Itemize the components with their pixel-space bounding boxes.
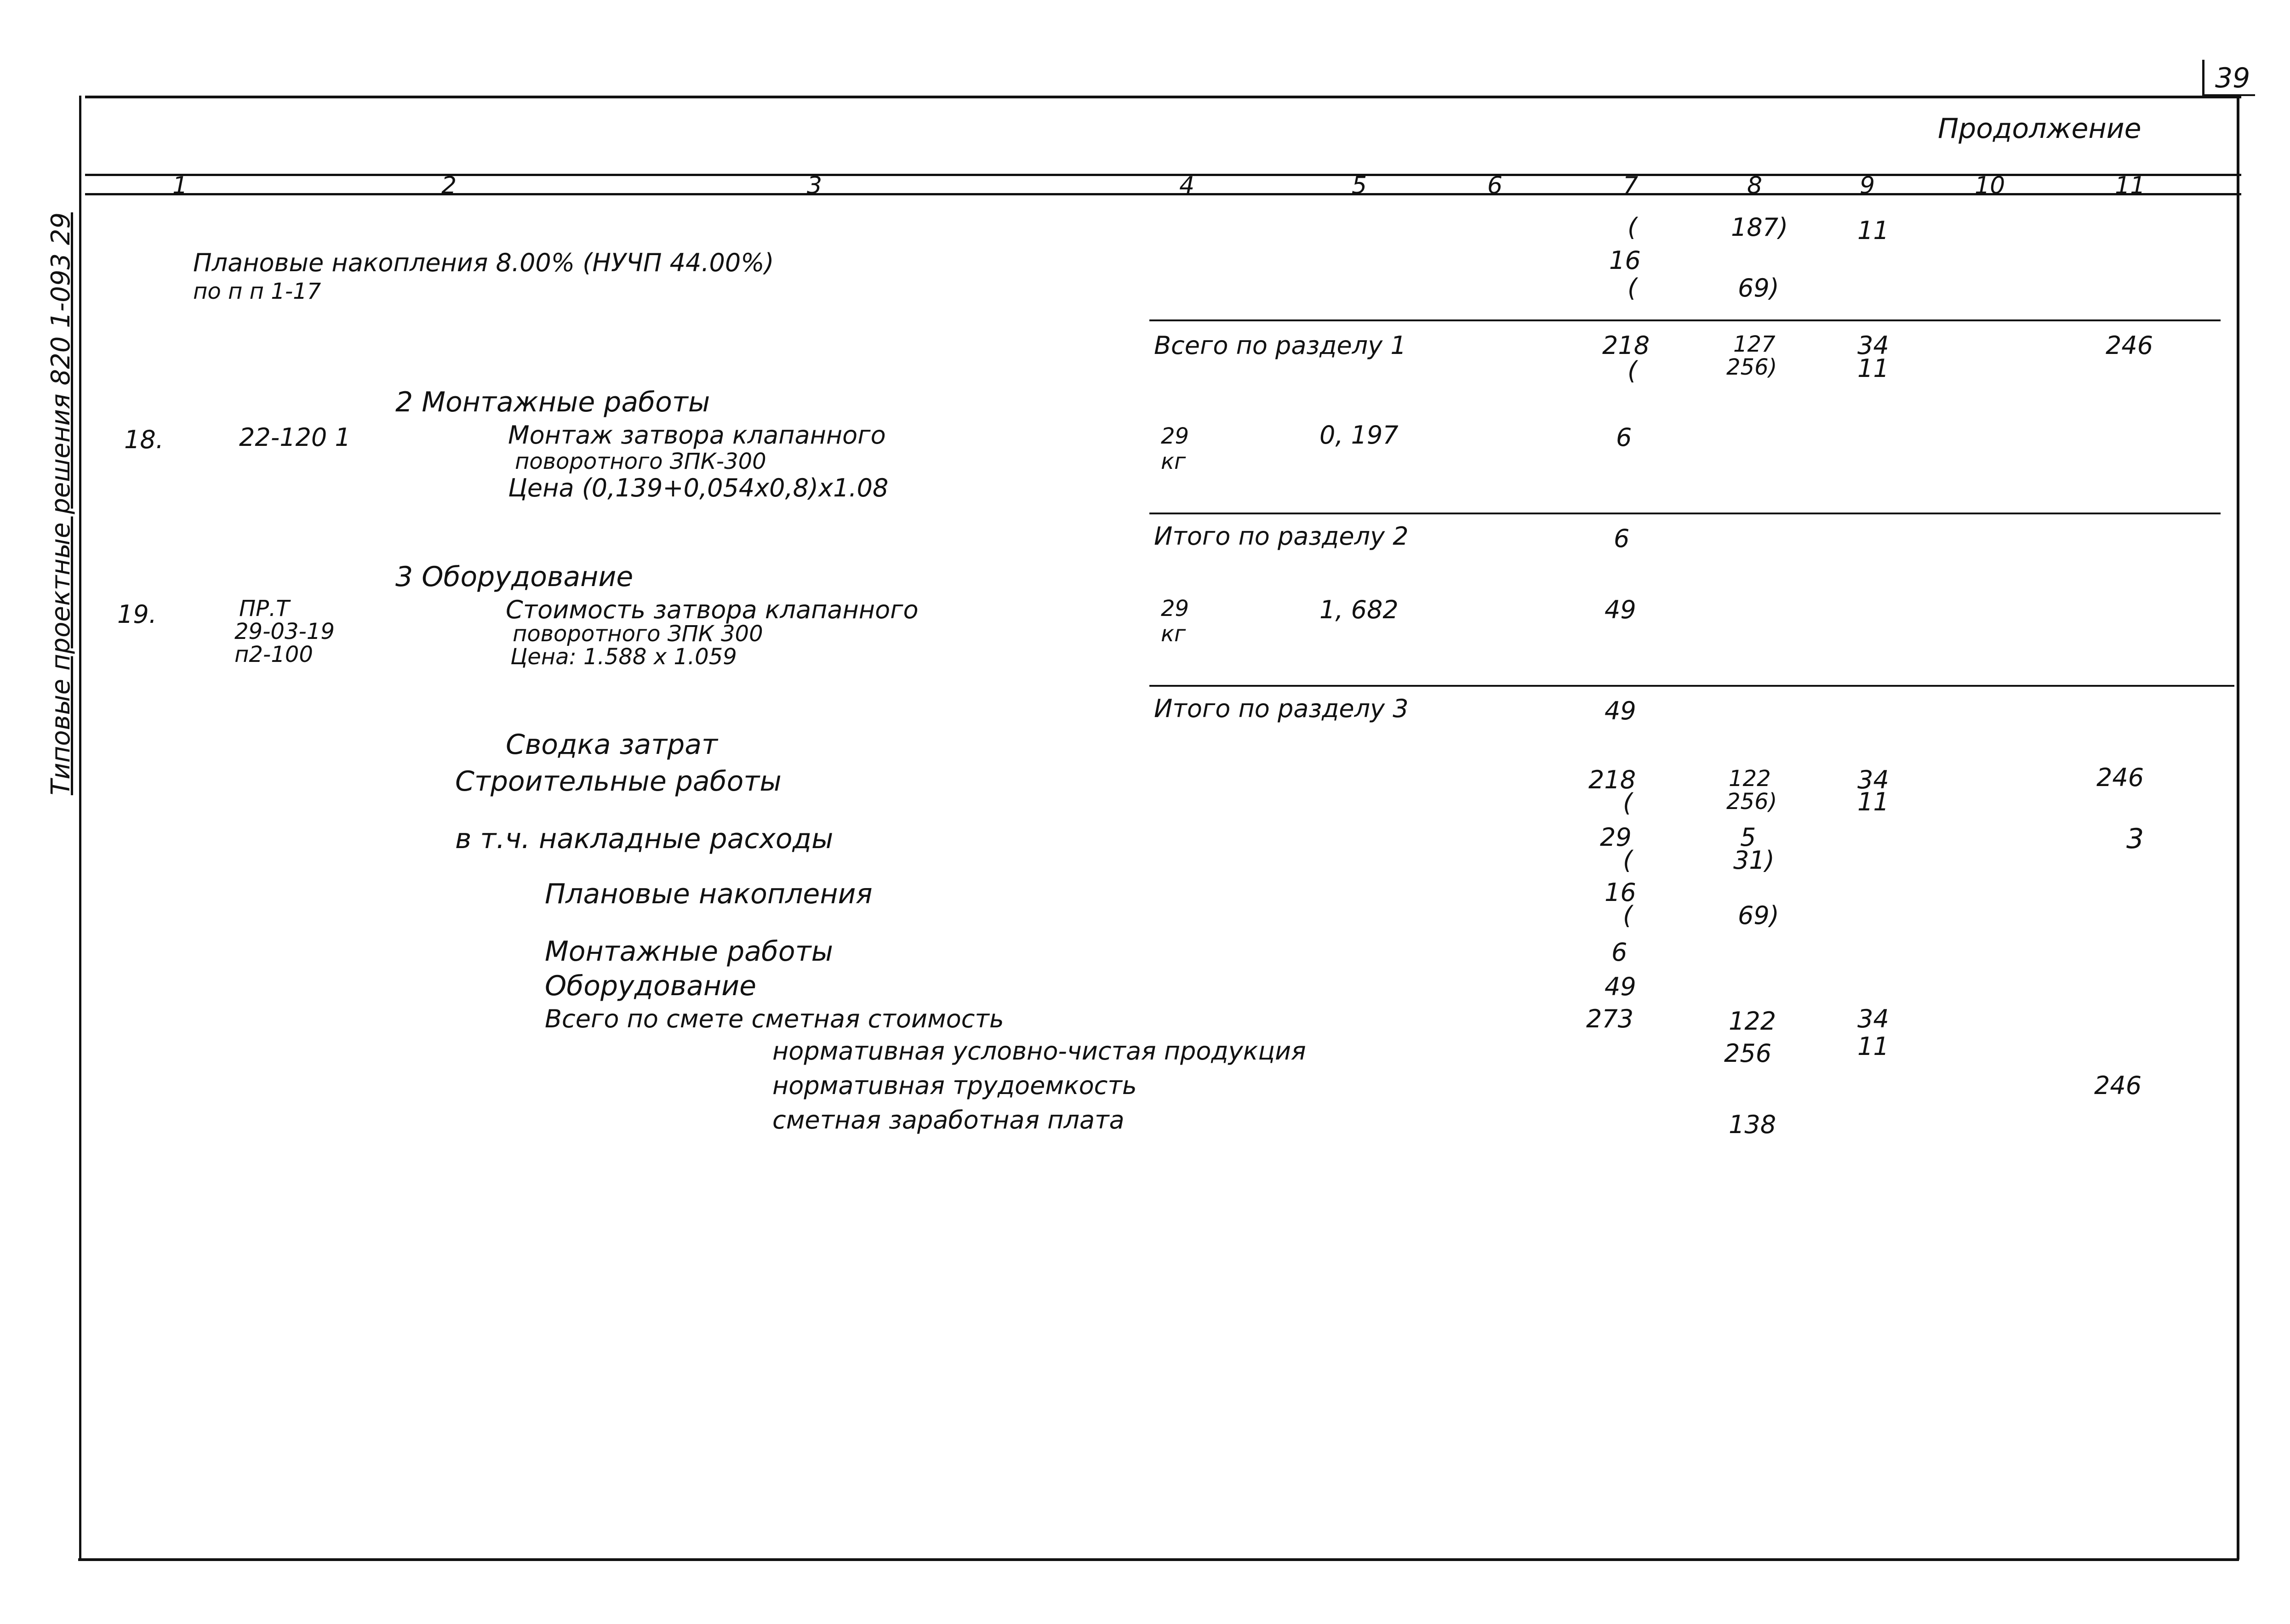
- total3-c7: 49: [1605, 696, 1636, 725]
- divider-3: [1149, 685, 2234, 687]
- total1-c8b: 256): [1726, 354, 1777, 380]
- col-header-10: 10: [1975, 172, 2005, 199]
- row19-c4a: 29: [1161, 596, 1189, 621]
- summary-ncp-c8: 256: [1724, 1039, 1772, 1068]
- frame-right-line: [2237, 96, 2239, 1560]
- page-number-tick: [2202, 60, 2204, 97]
- page-number: 39: [2215, 62, 2250, 94]
- row18-c7: 6: [1616, 423, 1632, 452]
- row19-num: 19.: [117, 600, 157, 629]
- summary-build-c9: 34: [1857, 765, 1889, 794]
- total1-c7: 218: [1602, 331, 1650, 360]
- col-header-7: 7: [1623, 172, 1639, 199]
- plan-acc-label-2: по п п 1-17: [193, 279, 321, 304]
- summary-overhead-c7b: (: [1623, 846, 1633, 875]
- total2-label: Итого по разделу 2: [1154, 522, 1409, 551]
- summary-build-c9b: 11: [1857, 787, 1889, 816]
- summary-labor-c11: 246: [2094, 1071, 2142, 1100]
- frame-left-line: [79, 96, 81, 1560]
- header-top-line: [85, 174, 2241, 176]
- total1-c7b: (: [1628, 356, 1638, 385]
- row19-c7: 49: [1605, 595, 1636, 624]
- col-header-5: 5: [1352, 172, 1367, 199]
- col-header-8: 8: [1747, 172, 1763, 199]
- col-header-1: 1: [172, 172, 188, 199]
- row19-desc2: поворотного ЗПК 300: [513, 621, 763, 647]
- summary-wage-c8: 138: [1729, 1110, 1776, 1139]
- row18-code: 22-120 1: [239, 423, 351, 452]
- plan-acc-c8a: 187): [1731, 213, 1788, 242]
- col-header-11: 11: [2115, 172, 2146, 199]
- summary-total-label: Всего по смете сметная стоимость: [545, 1004, 1004, 1033]
- summary-overhead-c8: 5: [1740, 823, 1756, 852]
- summary-ncp-label: норматuвная условно-чистая продукция: [772, 1037, 1306, 1066]
- summary-equip-c7: 49: [1605, 972, 1636, 1001]
- summary-overhead-c8b: 31): [1733, 846, 1775, 875]
- header-bottom-line: [85, 193, 2241, 195]
- col-header-4: 4: [1179, 172, 1195, 199]
- side-label: Типовые проектные решения 820 1-093 29: [46, 212, 76, 795]
- plan-acc-label: Плановые накопления 8.00% (НУЧП 44.00%): [193, 248, 774, 277]
- summary-build-c7: 218: [1588, 765, 1636, 794]
- summary-plan-label: Плановые накопления: [545, 878, 873, 910]
- summary-build-c8: 122: [1729, 766, 1771, 792]
- page-number-underline: [2204, 94, 2255, 96]
- summary-equip-label: Оборудование: [545, 970, 756, 1002]
- section2-title: 2 Монтажные работы: [395, 386, 710, 418]
- col-header-2: 2: [441, 172, 457, 199]
- summary-overhead-c11: 3: [2126, 823, 2144, 855]
- summary-total-c9: 34: [1857, 1004, 1889, 1033]
- summary-overhead-c7: 29: [1600, 823, 1632, 852]
- row19-desc1: Стоимость затвора клапанного: [506, 595, 919, 624]
- total3-label: Итого по разделу 3: [1154, 694, 1409, 723]
- row18-desc1: Монтаж затвора клапанного: [508, 421, 886, 450]
- summary-mount-label: Монтажные работы: [545, 935, 833, 968]
- summary-total-c7: 273: [1586, 1004, 1634, 1033]
- summary-wage-label: сметная заработная плата: [772, 1105, 1125, 1134]
- summary-plan-c7: 16: [1605, 878, 1636, 907]
- summary-plan-c8: 69): [1738, 901, 1779, 930]
- total1-c11: 246: [2106, 331, 2153, 360]
- sheet-note: Продолжение: [1938, 113, 2142, 145]
- plan-acc-c7c: (: [1628, 274, 1638, 302]
- col-header-3: 3: [807, 172, 822, 199]
- summary-overhead-label: в т.ч. накладные расходы: [455, 823, 834, 855]
- col-header-6: 6: [1487, 172, 1503, 199]
- summary-ncp-c9: 11: [1857, 1032, 1889, 1061]
- summary-build-c8b: 256): [1726, 789, 1777, 815]
- row18-desc3: Цена (0,139+0,054x0,8)x1.08: [508, 473, 889, 502]
- row18-num: 18.: [124, 425, 164, 454]
- col-header-9: 9: [1860, 172, 1875, 199]
- row19-c4b: кг: [1161, 621, 1186, 647]
- summary-title: Сводка затрат: [506, 729, 718, 761]
- plan-acc-c8c: 69): [1738, 274, 1779, 302]
- total1-c9b: 11: [1857, 354, 1889, 383]
- total1-c8: 127: [1733, 331, 1776, 357]
- row19-c5: 1, 682: [1319, 595, 1399, 624]
- plan-acc-c9a: 11: [1857, 216, 1889, 245]
- frame-top-line: [85, 96, 2241, 98]
- row19-code2: 29-03-19: [234, 619, 335, 644]
- row18-c5: 0, 197: [1319, 421, 1399, 450]
- row18-c4a: 29: [1161, 423, 1189, 449]
- divider-1: [1149, 319, 2221, 321]
- summary-total-c8: 122: [1729, 1007, 1776, 1036]
- plan-acc-c7a: (: [1628, 213, 1638, 242]
- row19-code1: ПР.Т: [239, 596, 290, 621]
- frame-bottom-line: [78, 1558, 2239, 1561]
- row19-code3: п2-100: [234, 642, 313, 667]
- summary-build-c11: 246: [2096, 763, 2144, 792]
- total1-label: Всего по разделу 1: [1154, 331, 1406, 360]
- total2-c7: 6: [1614, 524, 1630, 553]
- summary-mount-c7: 6: [1611, 938, 1628, 967]
- divider-2: [1149, 513, 2221, 514]
- row18-desc2: поворотного ЗПК-300: [515, 449, 766, 474]
- section3-title: 3 Оборудование: [395, 561, 634, 593]
- summary-plan-c7b: (: [1623, 901, 1633, 930]
- summary-build-label: Строительные работы: [455, 765, 782, 798]
- summary-labor-label: норматuвная трудоемкость: [772, 1071, 1137, 1100]
- row18-c4b: кг: [1161, 449, 1186, 474]
- row19-desc3: Цена: 1.588 x 1.059: [510, 644, 737, 670]
- plan-acc-c7b: 16: [1609, 246, 1641, 275]
- total1-c9: 34: [1857, 331, 1889, 360]
- summary-build-c7b: (: [1623, 788, 1633, 817]
